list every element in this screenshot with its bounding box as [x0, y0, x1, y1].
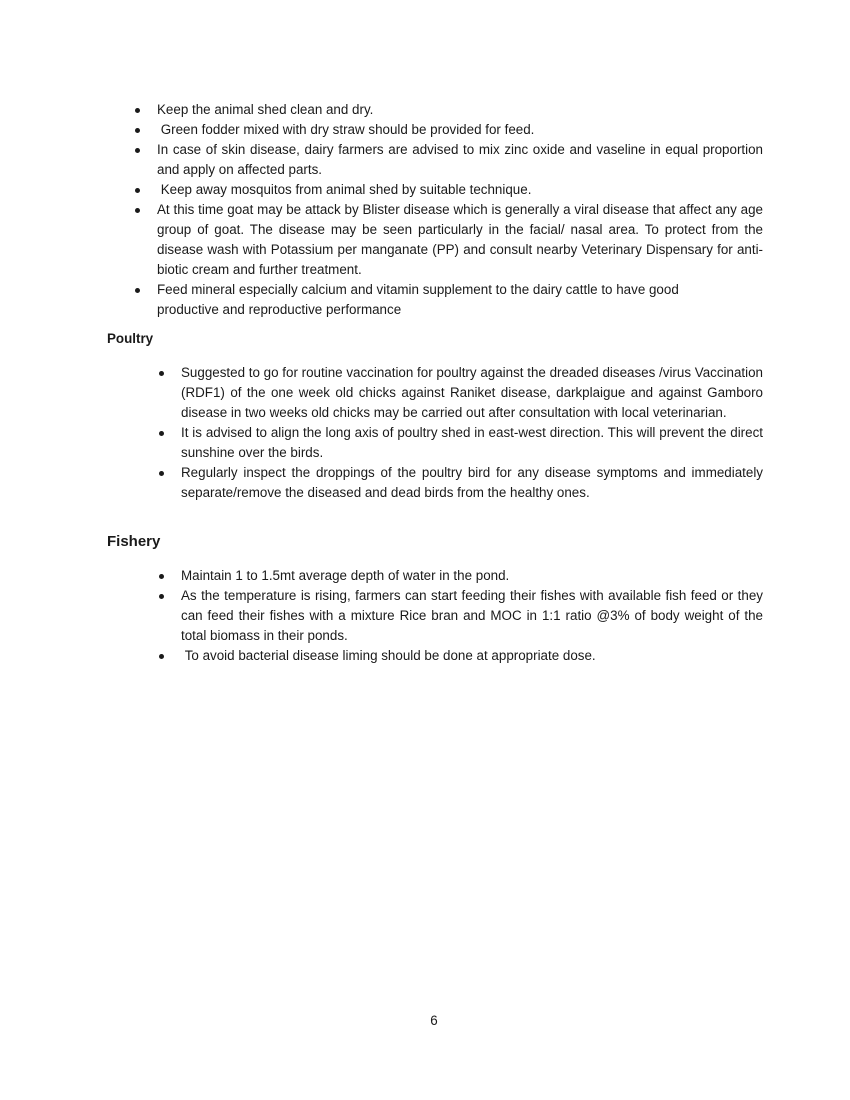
list-item [181, 423, 763, 463]
bullet-icon [135, 128, 140, 133]
list-item [157, 100, 763, 120]
list-item [157, 140, 763, 180]
list-item-text: In case of skin disease, dairy farmers are advised to mix zinc oxide and vaseline in equal proportion and apply on affected parts. [157, 142, 763, 177]
bullet-icon [159, 471, 164, 476]
fishery-advice-list [181, 566, 763, 666]
list-item [157, 180, 763, 200]
page-number: 6 [430, 1013, 438, 1028]
list-item-text: Feed mineral especially calcium and vitamin supplement to the dairy cattle to have good productive and reproductive performance [157, 282, 679, 317]
bullet-icon [135, 188, 140, 193]
list-item [157, 200, 763, 280]
list-item [181, 586, 763, 646]
bullet-icon [159, 371, 164, 376]
list-item-text: It is advised to align the long axis of poultry shed in east-west direction. This will prevent the direct sunshine over the birds. [181, 425, 763, 460]
bullet-icon [159, 594, 164, 599]
list-item [181, 363, 763, 423]
bullet-icon [135, 208, 140, 213]
list-item-text: Green fodder mixed with dry straw should be provided for feed. [157, 122, 535, 137]
list-item [157, 280, 763, 320]
list-item [157, 120, 763, 140]
bullet-icon [159, 431, 164, 436]
bullet-icon [159, 654, 164, 659]
list-item-text: At this time goat may be attack by Blister disease which is generally a viral disease that affect any age group of goat. The disease may be seen particularly in the facial/ nasal area. To protect from the disease wash with Potassium per manganate (PP) and consult nearby Veterinary Dispensary for anti-biotic cream and further treatment. [157, 202, 763, 277]
poultry-heading: Poultry [107, 331, 154, 346]
bullet-icon [135, 288, 140, 293]
list-item-text: Regularly inspect the droppings of the poultry bird for any disease symptoms and immediately separate/remove the diseased and dead birds from the healthy ones. [181, 465, 763, 500]
list-item [181, 646, 763, 666]
list-item-text: Keep away mosquitos from animal shed by suitable technique. [157, 182, 532, 197]
list-item-text: Keep the animal shed clean and dry. [157, 102, 374, 117]
list-item [181, 566, 763, 586]
list-item-text: Suggested to go for routine vaccination for poultry against the dreaded diseases /virus Vaccination (RDF1) of the one week old chicks against Raniket disease, darkplaigue and against Gamboro disease in two weeks old chicks may be carried out after consultation with local veterinarian. [181, 365, 763, 420]
fishery-heading: Fishery [107, 533, 161, 550]
bullet-icon [159, 574, 164, 579]
list-item-text: Maintain 1 to 1.5mt average depth of water in the pond. [181, 568, 510, 583]
bullet-icon [135, 148, 140, 153]
list-item-text: To avoid bacterial disease liming should be done at appropriate dose. [181, 648, 596, 663]
list-item-text: As the temperature is rising, farmers can start feeding their fishes with available fish feed or they can feed their fishes with a mixture Rice bran and MOC in 1:1 ratio @3% of body weight of the total biomass in their ponds. [181, 588, 763, 643]
livestock-advice-list [157, 100, 763, 320]
poultry-advice-list [181, 363, 763, 503]
list-item [181, 463, 763, 503]
bullet-icon [135, 108, 140, 113]
